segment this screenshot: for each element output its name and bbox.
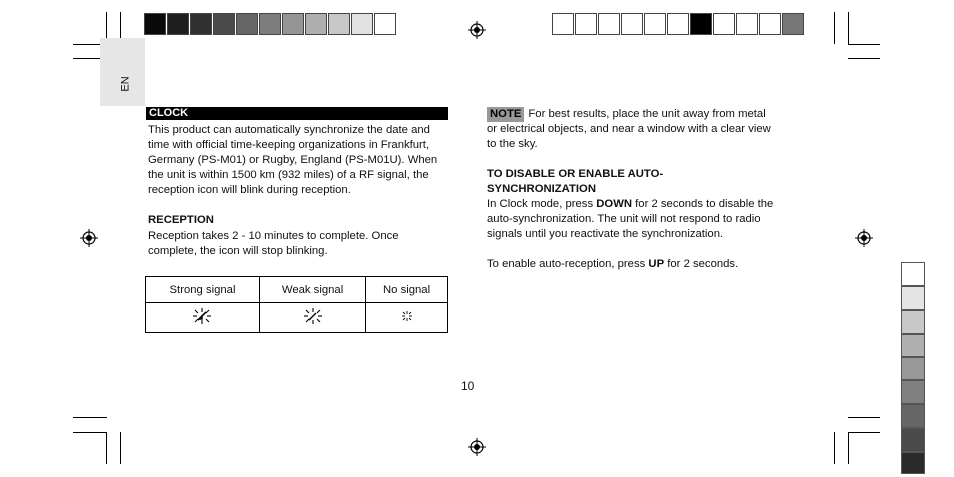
signal-table [145, 276, 448, 333]
page-number: 10 [461, 379, 475, 393]
clock-paragraph: This product can automatically synchronize the date and time with official time-keeping organizations in Frankfurt, Germany (PS-M01) or Rugby, England (PS-M01U). When the unit is within 1500 km (932 miles) of a RF signal, the reception icon will blink during reception. [148, 124, 438, 196]
grayscale-bar-left [144, 13, 397, 35]
clock-heading-bar [146, 107, 448, 120]
reception-paragraph: Reception takes 2 - 10 minutes to complete. Once complete, the icon will stop blinking. [148, 230, 399, 257]
disable-heading: TO DISABLE OR ENABLE AUTO- SYNCHRONIZATION [487, 168, 664, 195]
no-signal-icon [396, 307, 418, 325]
weak-signal-icon [302, 307, 324, 325]
note-label: NOTE [487, 107, 524, 122]
header-strong-signal: Strong signal [146, 277, 260, 303]
table-header-row [146, 277, 448, 303]
enable-paragraph: To enable auto-reception, press UP for 2 seconds. [487, 258, 739, 270]
strong-signal-icon [191, 307, 213, 325]
disable-paragraph: In Clock mode, press DOWN for 2 seconds to disable the auto-synchronization. The unit will not respond to radio signals until you reactivate the synchronization. [487, 198, 774, 240]
note-text: For best results, place the unit away from metal or electrical objects, and near a window with a clear view to the sky. [487, 108, 771, 150]
registration-mark-icon [468, 21, 486, 39]
down-key: DOWN [596, 198, 633, 210]
clock-heading: CLOCK [149, 107, 189, 119]
registration-mark-icon [468, 438, 486, 456]
header-weak-signal: Weak signal [259, 277, 365, 303]
reception-heading: RECEPTION [148, 214, 214, 226]
up-key: UP [648, 258, 665, 270]
note-paragraph [487, 107, 777, 152]
header-no-signal: No signal [366, 277, 448, 303]
language-label: EN [119, 76, 132, 92]
registration-mark-icon [80, 229, 98, 247]
grayscale-bar-right [552, 13, 805, 35]
language-tab [100, 38, 145, 106]
table-icon-row [146, 303, 448, 333]
registration-mark-icon [855, 229, 873, 247]
